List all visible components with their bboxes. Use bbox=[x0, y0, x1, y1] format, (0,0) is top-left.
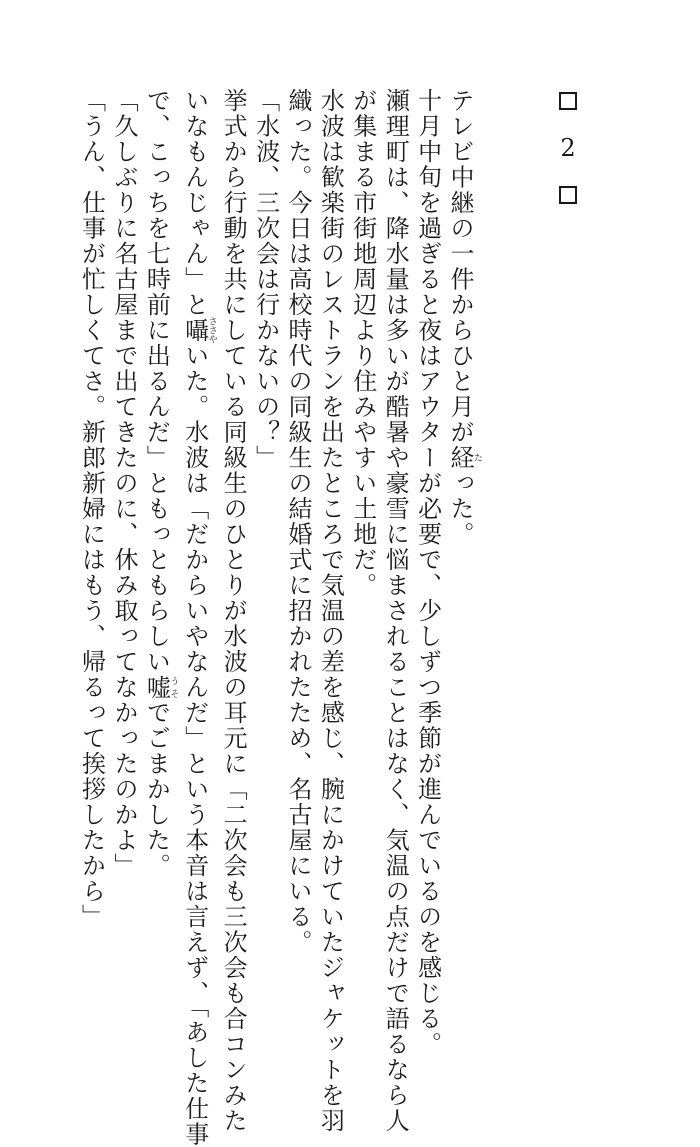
paragraph: 織った。今日は高校時代の同級生の結婚式に招かれたため、名古屋にいる。 bbox=[283, 88, 312, 955]
ruby-word: 嘘うそ bbox=[142, 674, 179, 700]
paragraph: テレビ中継の一件からひと月が経たった。 bbox=[446, 88, 482, 547]
chapter-number: 2 bbox=[560, 134, 576, 162]
paragraph: いなもんじゃん」と囁ささやいた。水波は「だからいやなんだ」という本音は言えず、「あした仕事 bbox=[180, 88, 217, 1147]
paragraph: 瀬理町は、降水量は多いが酷暑や豪雪に悩まされることはなく、気温の点だけで語るなら人 bbox=[381, 88, 410, 1134]
paragraph: 挙式から行動を共にしている同級生のひとりが水波の耳元に「二次会も三次会も合コンみた bbox=[219, 88, 248, 1134]
paragraph: で、こっちを七時前に出るんだ」ともっともらしい嘘うそでごまかした。 bbox=[142, 88, 179, 879]
ruby-word: 囁ささや bbox=[180, 316, 217, 344]
chapter-heading bbox=[548, 92, 588, 204]
paragraph: 「久しぶりに名古屋まで出てきたのに、休み取ってなかったのかよ」 bbox=[109, 88, 138, 879]
paragraph: が集まる市街地周辺より住みやすい土地だ。 bbox=[348, 88, 377, 598]
paragraph: 水波は歓楽街のレストランを出たところで気温の差を感じ、腕にかけていたジャケットを羽 bbox=[316, 88, 345, 1134]
paragraph: 十月中旬を過ぎると夜はアウターが必要で、少しずつ季節が進んでいるのを感じる。 bbox=[413, 88, 442, 1057]
paragraph: 「水波、三次会は行かないの？」 bbox=[251, 88, 280, 471]
ruby-word: 経た bbox=[446, 445, 482, 471]
paragraph: 「うん、仕事が忙しくてさ。新郎新婦にはもう、帰るって挨拶したから」 bbox=[77, 88, 106, 930]
chapter-ornament-bottom bbox=[559, 186, 577, 204]
body-text bbox=[75, 88, 482, 1147]
chapter-ornament-top bbox=[559, 92, 577, 110]
